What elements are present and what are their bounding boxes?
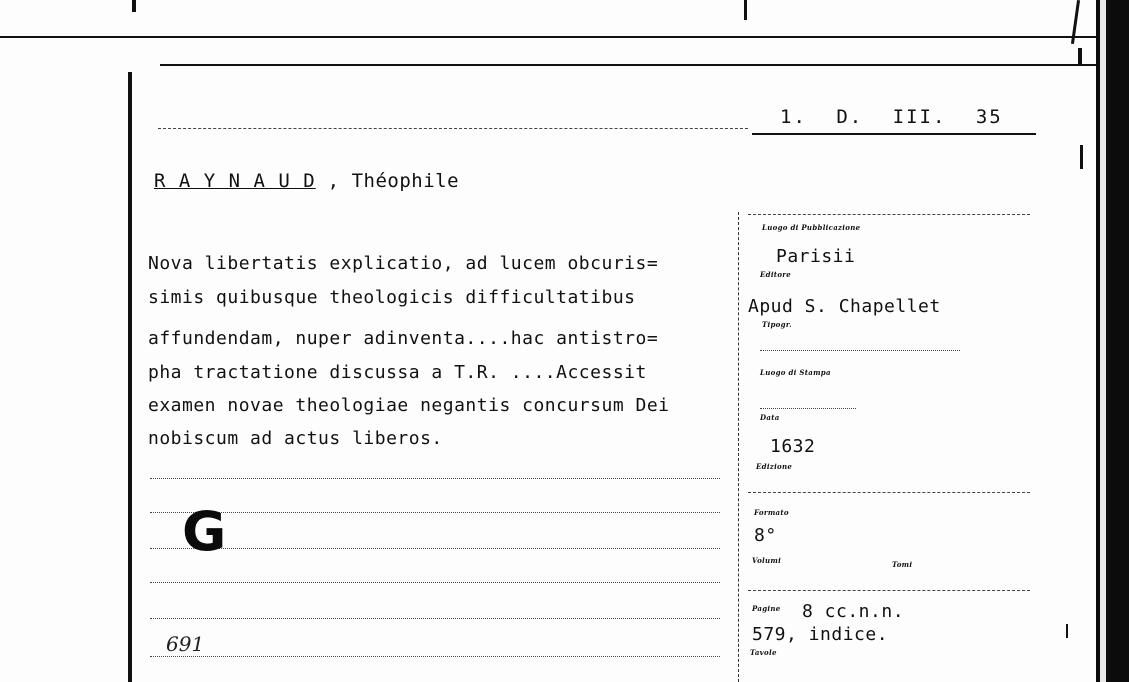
field-box-top-border [748,214,1030,215]
label-luogo-pubblicazione: Luogo di Pubblicazione [762,223,861,232]
card-left-border [128,72,132,682]
label-volumi: Volumi [752,556,782,565]
field-box-left-border [738,212,739,682]
value-formato: 8° [754,525,777,546]
title-line-2: simis quibusque theologicis difficultatibus [148,287,636,308]
right-edge-gap [1100,0,1106,682]
filler-line-2 [150,512,720,513]
author-forename: Théophile [351,170,460,192]
label-formato: Formato [754,508,789,517]
author-surname: R A Y N A U D [154,170,316,192]
edizione-line [748,492,1030,493]
header-dashed-line [158,128,748,129]
tipogr-line [760,350,960,351]
title-line-1: Nova libertatis explicatio, ad lucem obcuris= [148,253,659,274]
top-border-line-2 [160,64,1100,66]
title-line-4: pha tractatione discussa a T.R. ....Accessit [148,362,647,383]
shelfmark-underline [752,133,1036,135]
value-pagine-2: 579, indice. [752,624,889,645]
right-mark-1 [1080,145,1083,169]
title-line-3: affundendam, nuper adinventa....hac antistro= [148,328,659,349]
shelfmark: 1. D. III. 35 [780,106,1003,128]
top-tick-mid [744,0,747,20]
filler-line-4 [150,582,720,583]
filler-line-6 [150,656,720,657]
label-editore: Editore [760,270,792,279]
label-data: Data [760,413,780,422]
top-tick-left [132,0,136,12]
value-editore: Apud S. Chapellet [748,296,941,317]
right-mark-3 [1078,48,1082,66]
value-luogo-pubblicazione: Parisii [776,246,856,267]
volumi-line [748,590,1030,591]
filler-line-5 [150,618,720,619]
filler-line-1 [150,478,720,479]
author-separator: , [327,170,340,192]
label-luogo-stampa: Luogo di Stampa [760,368,831,377]
right-mark-2 [1066,624,1068,638]
filler-line-3 [150,548,720,549]
top-border-line [0,36,1100,38]
label-pagine: Pagine [752,604,781,613]
author-heading [154,170,459,192]
value-pagine-1: 8 cc.n.n. [802,601,905,622]
label-tavole: Tavole [750,648,777,657]
stamp-letter: G [182,500,227,563]
value-data: 1632 [770,436,816,457]
luogo-stampa-line [760,408,856,409]
title-line-6: nobiscum ad actus liberos. [148,428,443,449]
label-tipogr: Tipogr. [762,320,792,329]
label-tomi: Tomi [892,560,913,569]
handwritten-number: 691 [166,632,205,656]
label-edizione: Edizione [756,462,793,471]
title-line-5: examen novae theologiae negantis concursum Dei [148,395,670,416]
